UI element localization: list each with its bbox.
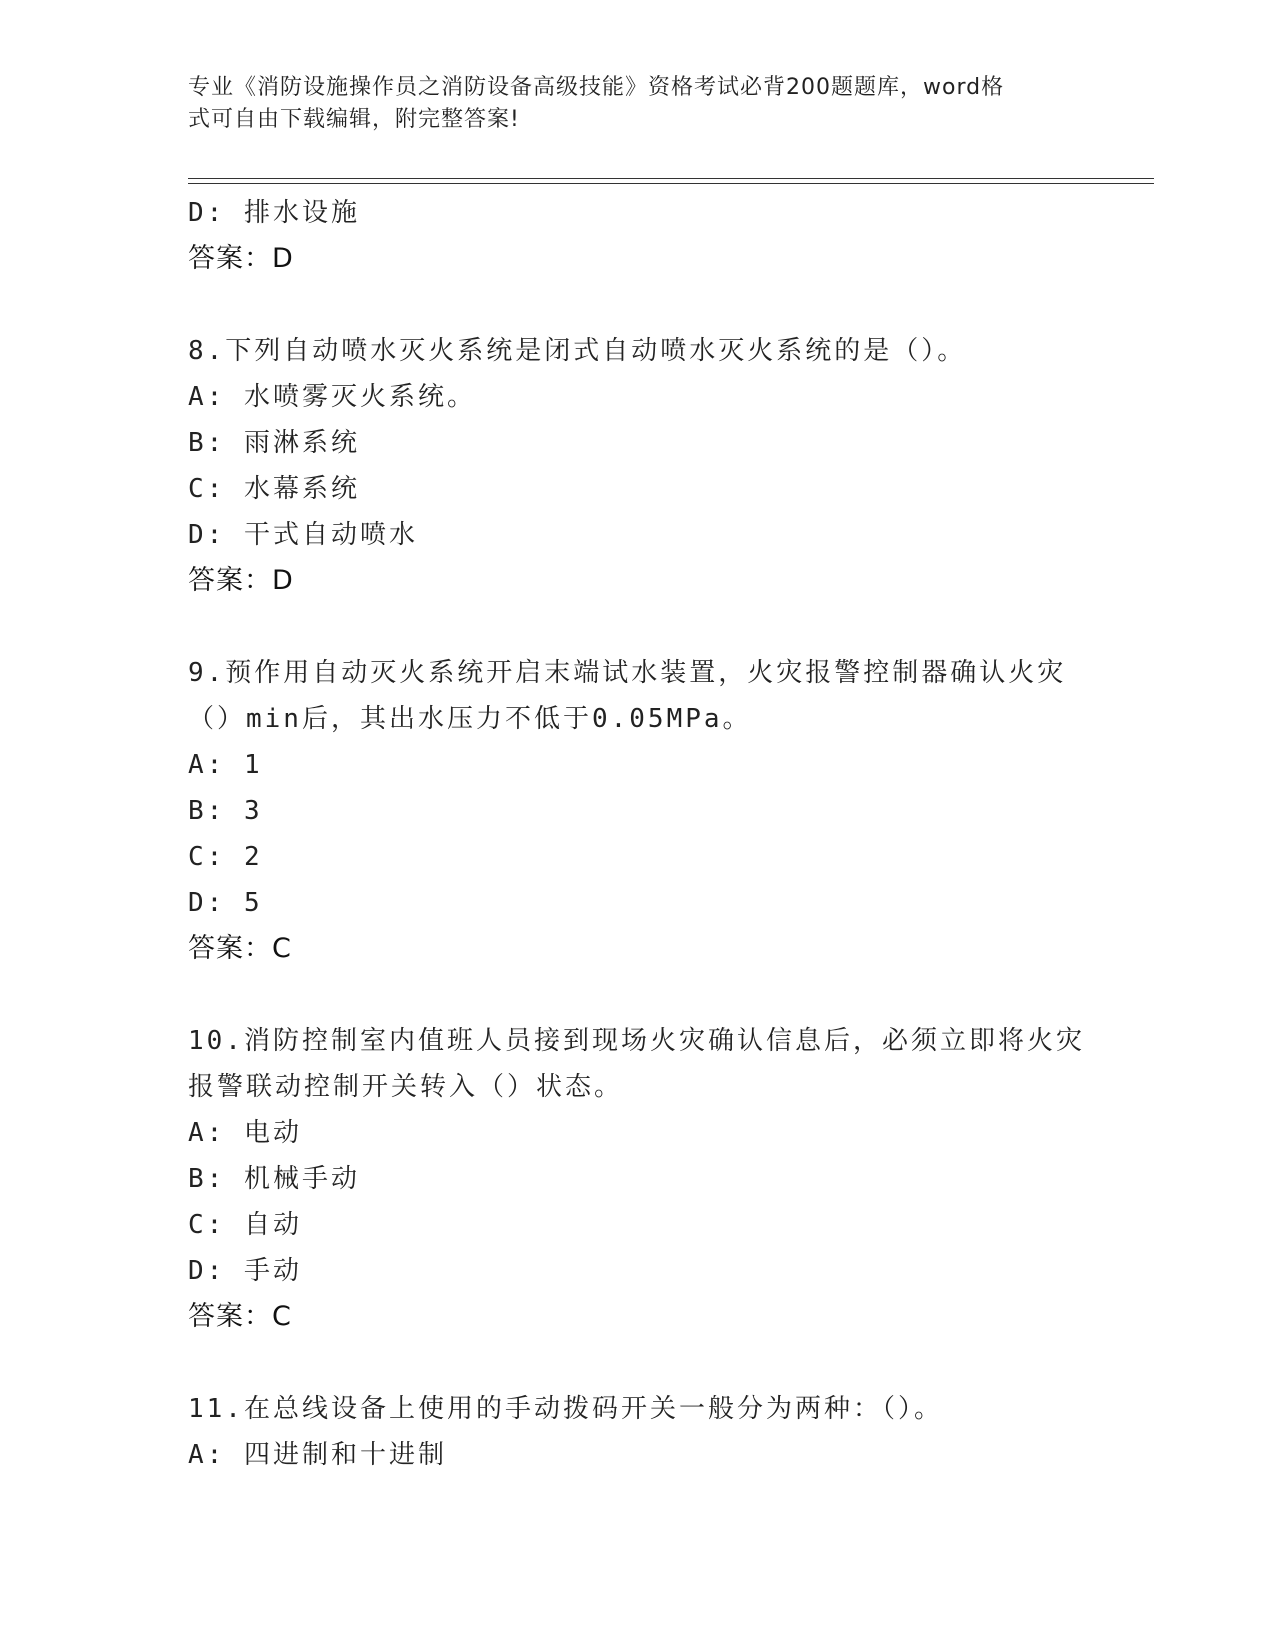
option-a: A: 四进制和十进制 bbox=[188, 1440, 447, 1470]
question-11 bbox=[188, 1386, 1088, 1478]
question-stem: 9.预作用自动灭火系统开启末端试水装置，火灾报警控制器确认火灾 bbox=[188, 658, 1067, 688]
option-d: D: 干式自动喷水 bbox=[188, 520, 418, 550]
answer-line: 答案：C bbox=[188, 1301, 292, 1332]
option-b: B: 机械手动 bbox=[188, 1164, 360, 1194]
question-stem: 11.在总线设备上使用的手动拨码开关一般分为两种：（）。 bbox=[188, 1394, 943, 1424]
answer-line: 答案：C bbox=[188, 933, 292, 964]
question-stem-continued: 报警联动控制开关转入（）状态。 bbox=[188, 1072, 624, 1102]
question-7-tail bbox=[188, 190, 1088, 282]
option-b: B: 雨淋系统 bbox=[188, 428, 360, 458]
answer-line: 答案：D bbox=[188, 243, 294, 274]
question-stem: 10.消防控制室内值班人员接到现场火灾确认信息后，必须立即将火灾 bbox=[188, 1026, 1085, 1056]
option-c: C: 水幕系统 bbox=[188, 474, 360, 504]
question-8 bbox=[188, 328, 1088, 604]
option-a: A: 1 bbox=[188, 750, 263, 780]
question-list bbox=[188, 190, 1088, 1478]
question-9 bbox=[188, 650, 1088, 972]
question-stem: 8.下列自动喷水灭火系统是闭式自动喷水灭火系统的是（）。 bbox=[188, 336, 967, 366]
header-line-1: 专业《消防设施操作员之消防设备高级技能》资格考试必背200题题库，word格 bbox=[188, 75, 1005, 100]
option-a: A: 水喷雾灭火系统。 bbox=[188, 382, 476, 412]
answer-line: 答案：D bbox=[188, 565, 294, 596]
option-d: D: 排水设施 bbox=[188, 198, 360, 228]
option-c: C: 2 bbox=[188, 842, 263, 872]
option-c: C: 自动 bbox=[188, 1210, 302, 1240]
header-divider-bottom bbox=[188, 183, 1154, 184]
option-d: D: 5 bbox=[188, 888, 263, 918]
option-b: B: 3 bbox=[188, 796, 263, 826]
option-a: A: 电动 bbox=[188, 1118, 302, 1148]
question-10 bbox=[188, 1018, 1088, 1340]
document-header bbox=[188, 72, 1068, 136]
header-line-2: 式可自由下载编辑，附完整答案! bbox=[188, 107, 520, 132]
option-d: D: 手动 bbox=[188, 1256, 302, 1286]
header-divider-top bbox=[188, 178, 1154, 179]
question-stem-continued: （）min后，其出水压力不低于0.05MPa。 bbox=[188, 704, 752, 734]
